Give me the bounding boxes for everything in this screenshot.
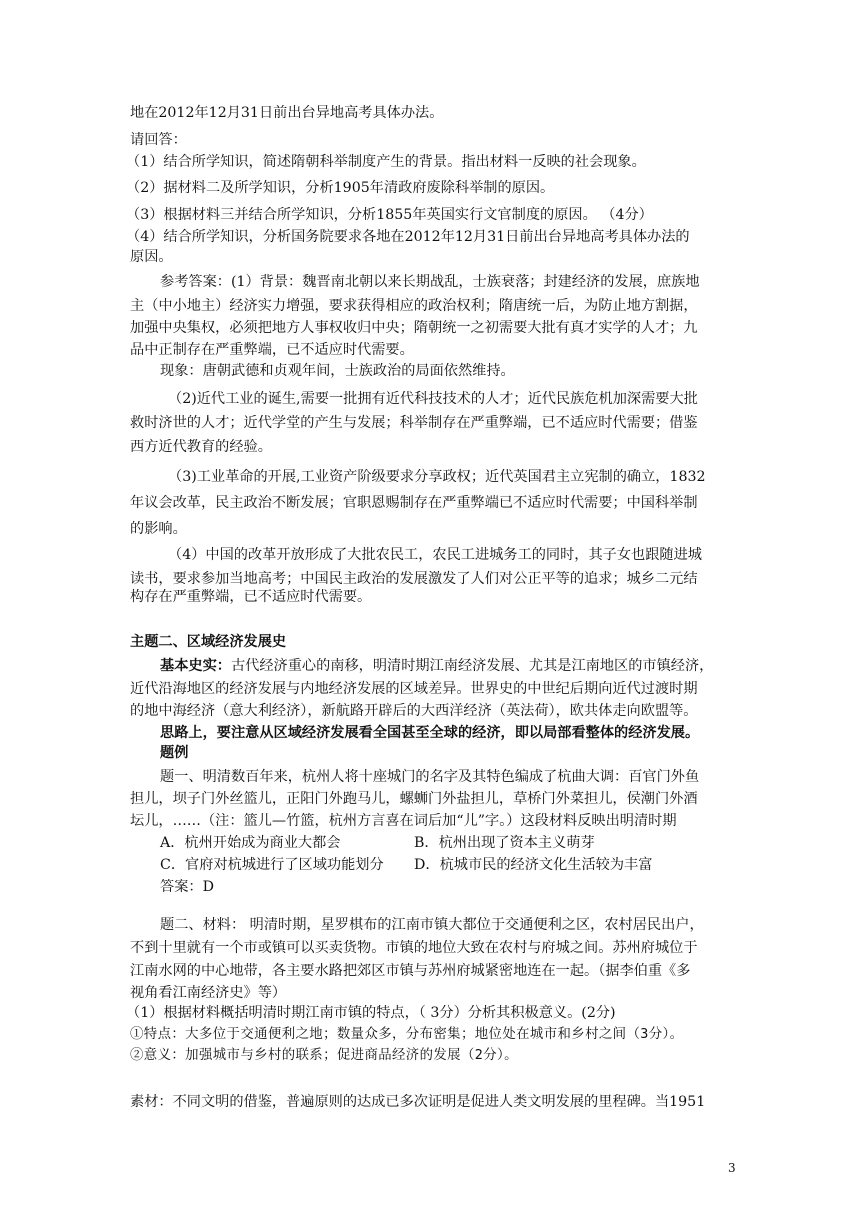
answer-line: （4）中国的改革开放形成了大批农民工，农民工进城务工的同时，其子女也跟随进城 bbox=[168, 547, 702, 563]
question-3: （3）根据材料三并结合所学知识，分析1855年英国实行文官制度的原因。 （4分） bbox=[126, 207, 653, 223]
answer-line: 品中正制存在严重弊端，已不适应时代需要。 bbox=[130, 342, 414, 358]
q2-line: 题二、材料： 明清时期，星罗棋布的江南市镇大都位于交通便利之区，农村居民出户， bbox=[160, 917, 704, 933]
answer-line: 参考答案：(1）背景：魏晋南北朝以来长期战乱，士族衰落；封建经济的发展，庶族地 bbox=[160, 274, 700, 290]
answer-line: 构存在严重弊端，已不适应时代需要。 bbox=[130, 589, 372, 605]
examples-label: 题例 bbox=[160, 745, 189, 761]
intro-line: 地在2012年12月31日前出台异地高考具体办法。 bbox=[130, 105, 444, 121]
page-number: 3 bbox=[728, 1161, 736, 1175]
question-1: （1）结合所学知识，简述隋朝科举制度产生的背景。指出材料一反映的社会现象。 bbox=[126, 154, 646, 170]
option-a: A．杭州开始成为商业大都会 bbox=[160, 835, 341, 851]
q2-line: 江南水网的中心地带，各主要水路把郊区市镇与苏州府城紧密地连在一起。（据李伯重《多 bbox=[130, 963, 691, 979]
thinking-line: 思路上，要注意从区域经济发展看全国甚至全球的经济，即以局部看整体的经济发展。 bbox=[160, 725, 700, 741]
section-heading: 主题二、区域经济发展史 bbox=[130, 634, 287, 650]
q2-answer-1: ①特点：大多位于交通便利之地；数量众多，分布密集；地位处在城市和乡村之间（3分）。 bbox=[130, 1027, 684, 1042]
q1-line: 题一、明清数百年来，杭州人将十座城门的名字及其特色编成了杭曲大调：百官门外鱼 bbox=[160, 769, 700, 785]
answer-line: 主（中小地主）经济实力增强，要求获得相应的政治权利；隋唐统一后，为防止地方割据， bbox=[130, 298, 698, 314]
answer-line: 年议会改革，民主政治不断发展；官职恩赐制存在严重弊端已不适应时代需要；中国科举制 bbox=[130, 495, 698, 511]
answer-line: （3)工业革命的开展,工业资产阶级要求分享政权；近代英国君主立宪制的确立，1832 bbox=[168, 469, 706, 485]
q2-question: （1）根据材料概括明清时期江南市镇的特点，（ 3分）分析其积极意义。(2分) bbox=[126, 1005, 616, 1021]
answer-line: 读书，要求参加当地高考；中国民主政治的发展激发了人们对公正平等的追求；城乡二元结 bbox=[130, 571, 698, 587]
q1-line: 担儿，坝子门外丝篮儿，正阳门外跑马儿，螺蛳门外盐担儿，草桥门外菜担儿，侯潮门外酒 bbox=[130, 791, 698, 807]
q1-line: 坛儿，……（注：篮儿—竹篮，杭州方言喜在词后加“儿”字。）这段材料反映出明清时期 bbox=[130, 813, 677, 829]
please-answer: 请回答： bbox=[130, 132, 187, 148]
facts-label: 基本史实： bbox=[160, 658, 231, 674]
option-d: D．杭城市民的经济文化生活较为丰富 bbox=[414, 857, 653, 873]
facts-line-1 bbox=[160, 656, 742, 676]
question-2: （2）据材料二及所学知识，分析1905年清政府废除科举制的原因。 bbox=[126, 180, 555, 196]
answer-line: 救时济世的人才；近代学堂的产生与发展；科举制存在严重弊端，已不适应时代需要；借鉴 bbox=[130, 415, 698, 431]
answer-line: 加强中央集权，必须把地方人事权收归中央；隋朝统一之初需要大批有真才实学的人才；九 bbox=[130, 320, 698, 336]
facts-text: 古代经济重心的南移，明清时期江南经济发展、尤其是江南地区的市镇经济， bbox=[230, 658, 714, 674]
answer-line: （2)近代工业的诞生,需要一批拥有近代科技技术的人才；近代民族危机加深需要大批 bbox=[168, 391, 698, 407]
question-4: （4）结合所学知识，分析国务院要求各地在2012年12月31日前出台异地高考具体办法的 bbox=[126, 229, 690, 245]
answer-line: 西方近代教育的经验。 bbox=[130, 439, 272, 455]
option-b: B．杭州出现了资本主义萌芽 bbox=[414, 835, 595, 851]
q1-answer: 答案：D bbox=[160, 879, 214, 895]
facts-line: 近代沿海地区的经济发展与内地经济发展的区域差异。世界史的中世纪后期向近代过渡时期 bbox=[130, 681, 698, 697]
answer-line: 的影响。 bbox=[130, 521, 187, 537]
q2-line: 不到十里就有一个市或镇可以买卖货物。市镇的地位大致在农村与府城之间。苏州府城位于 bbox=[130, 940, 698, 956]
q2-answer-2: ②意义：加强城市与乡村的联系；促进商品经济的发展（2分）。 bbox=[130, 1048, 518, 1063]
answer-line: 现象：唐朝武德和贞观年间，士族政治的局面依然维持。 bbox=[160, 363, 515, 379]
facts-line: 的地中海经济（意大利经济），新航路开辟后的大西洋经济（英法荷），欧共体走向欧盟等。 bbox=[130, 703, 698, 719]
question-4-cont: 原因。 bbox=[130, 249, 173, 265]
option-c: C．官府对杭城进行了区域功能划分 bbox=[160, 857, 384, 873]
material-line: 素材：不同文明的借鉴，普遍原则的达成已多次证明是促进人类文明发展的里程碑。当1951 bbox=[130, 1094, 706, 1110]
q2-line: 视角看江南经济史》等） bbox=[130, 985, 287, 1001]
